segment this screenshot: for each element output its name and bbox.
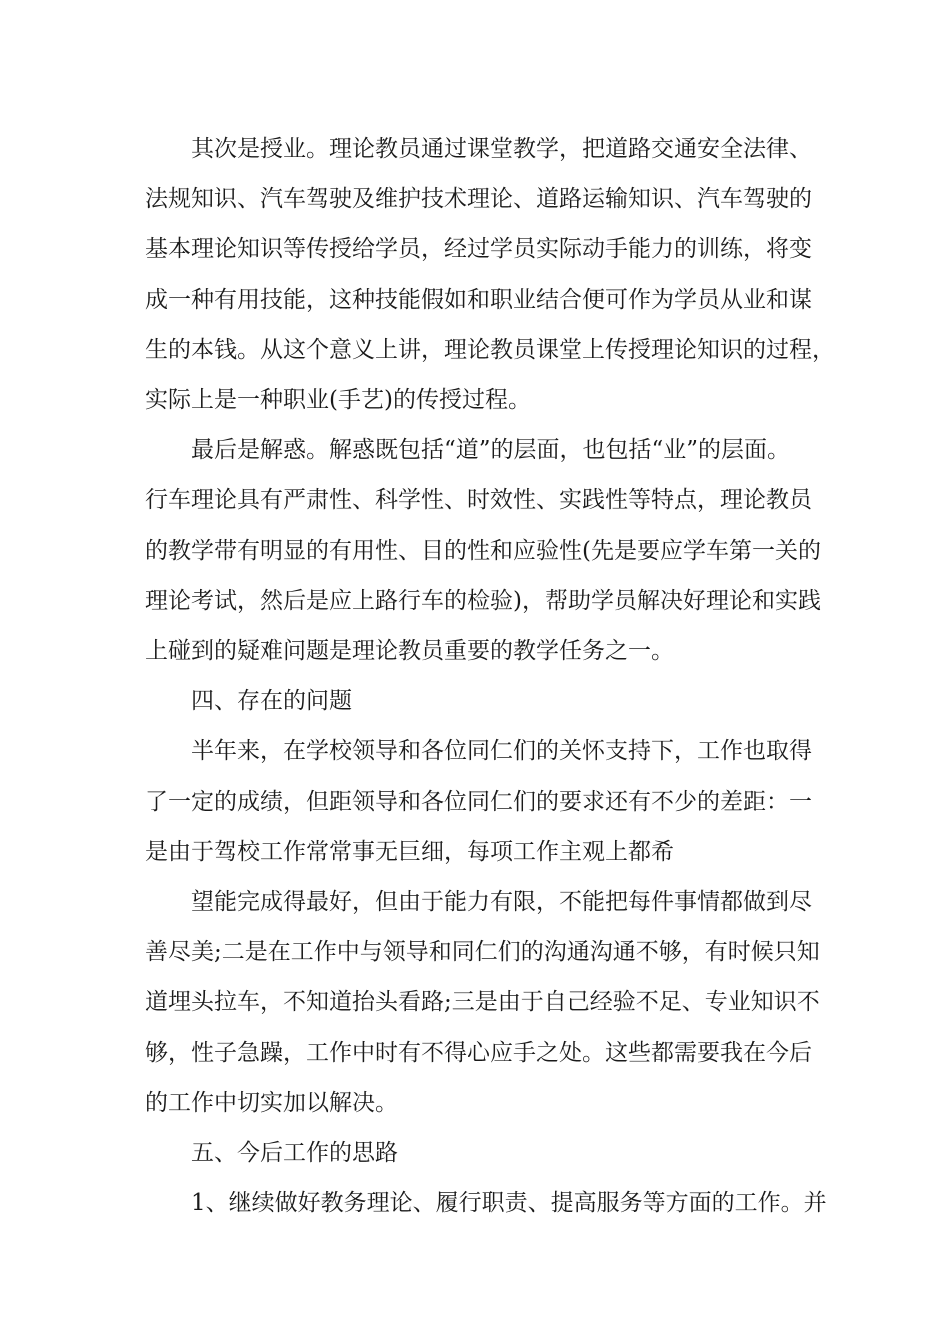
text-line: 成一种有用技能，这种技能假如和职业结合便可作为学员从业和谋 [145,286,812,313]
document-body [145,124,835,1228]
text-line: 是由于驾校工作常常事无巨细，每项工作主观上都希 [145,838,674,865]
paragraph-teaching [145,124,835,425]
text-line: 最后是解惑。解惑既包括“道”的层面，也包括“业”的层面。 [191,437,791,464]
text-line: 望能完成得最好，但由于能力有限，不能把每件事情都做到尽 [191,889,812,916]
paragraph-item-1 [145,1178,827,1228]
text-line: 行车理论具有严肃性、科学性、时效性、实践性等特点，理论教员 [145,487,812,514]
text-line: 实际上是一种职业(手艺)的传授过程。 [145,387,531,414]
text-line: 生的本钱。从这个意义上讲，理论教员课堂上传授理论知识的过程， [145,336,835,363]
section-heading-problems: 四、存在的问题 [191,688,352,715]
text-line: 法规知识、汽车驾驶及维护技术理论、道路运输知识、汽车驾驶的 [145,186,812,213]
paragraph-half-year [145,726,810,877]
text-line: 理论考试，然后是应上路行车的检验)，帮助学员解决好理论和实践 [145,587,821,614]
text-line: 的教学带有明显的有用性、目的性和应验性(先是要应学车第一关的 [145,537,821,564]
section-heading-future-plans: 五、今后工作的思路 [191,1140,398,1167]
text-line: 半年来，在学校领导和各位同仁们的关怀支持下，工作也取得 [191,738,812,765]
paragraph-shortcomings [145,877,820,1128]
text-line: 上碰到的疑难问题是理论教员重要的教学任务之一。 [145,638,674,665]
text-line: 够，性子急躁，工作中时有不得心应手之处。这些都需要我在今后 [145,1039,812,1066]
paragraph-resolving-doubts [145,425,821,676]
text-line: 基本理论知识等传授给学员，经过学员实际动手能力的训练，将变 [145,236,812,263]
text-line: 道埋头拉车，不知道抬头看路;三是由于自己经验不足、专业知识不 [145,989,820,1016]
text-line: 其次是授业。理论教员通过课堂教学，把道路交通安全法律、 [191,136,812,162]
text-line: 了一定的成绩，但距领导和各位同仁们的要求还有不少的差距：一 [145,788,812,815]
text-line: 善尽美;二是在工作中与领导和同仁们的沟通沟通不够，有时候只知 [145,939,820,966]
text-line: 1、继续做好教务理论、履行职责、提高服务等方面的工作。并 [191,1190,827,1217]
text-line: 的工作中切实加以解决。 [145,1089,398,1116]
